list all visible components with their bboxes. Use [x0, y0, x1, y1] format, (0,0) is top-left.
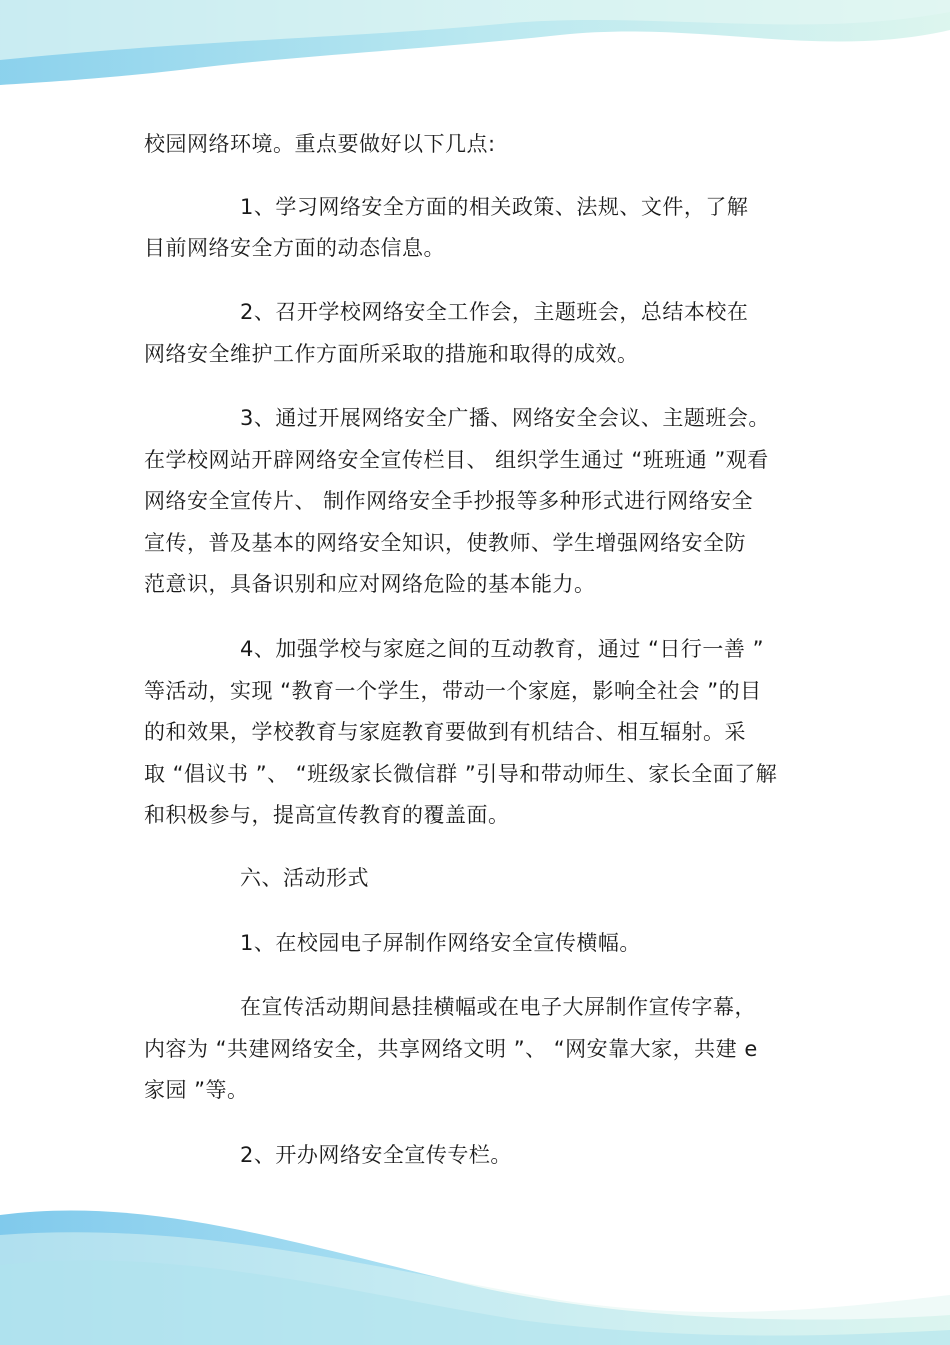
top-wave-decoration	[0, 0, 950, 110]
text-line: 4、加强学校与家庭之间的互动教育，通过 “日行一善 ”	[240, 637, 764, 661]
text-line: 2、召开学校网络安全工作会，主题班会，总结本校在	[240, 300, 749, 324]
text-line: 取 “倡议书 ”、 “班级家长微信群 ”引导和带动师生、家长全面了解	[144, 762, 778, 786]
text-line: 家园 ”等。	[144, 1078, 249, 1102]
text-line: 3、通过开展网络安全广播、网络安全会议、主题班会。	[240, 406, 770, 430]
text-line: 网络安全维护工作方面所采取的措施和取得的成效。	[144, 342, 639, 366]
text-line: 1、在校园电子屏制作网络安全宣传横幅。	[240, 931, 641, 955]
text-line: 2、开办网络安全宣传专栏。	[240, 1143, 512, 1167]
section-heading: 六、活动形式	[240, 866, 369, 890]
text-line: 的和效果，学校教育与家庭教育要做到有机结合、相互辐射。采	[144, 720, 746, 744]
text-line: 校园网络环境。重点要做好以下几点:	[144, 132, 496, 156]
text-line: 在宣传活动期间悬挂横幅或在电子大屏制作宣传字幕，	[240, 995, 756, 1019]
text-line: 内容为 “共建网络安全，共享网络文明 ”、 “网安靠大家，共建 e	[144, 1037, 758, 1061]
text-line: 范意识，具备识别和应对网络危险的基本能力。	[144, 572, 596, 596]
text-line: 等活动，实现 “教育一个学生，带动一个家庭，影响全社会 ”的目	[144, 679, 762, 703]
text-line: 1、学习网络安全方面的相关政策、法规、文件，了解	[240, 195, 749, 219]
text-line: 和积极参与，提高宣传教育的覆盖面。	[144, 803, 510, 827]
text-line: 网络安全宣传片、 制作网络安全手抄报等多种形式进行网络安全	[144, 489, 754, 513]
text-line: 在学校网站开辟网络安全宣传栏目、 组织学生通过 “班班通 ”观看	[144, 448, 769, 472]
text-line: 宣传，普及基本的网络安全知识，使教师、学生增强网络安全防	[144, 531, 746, 555]
bottom-wave-decoration	[0, 1175, 950, 1345]
text-line: 目前网络安全方面的动态信息。	[144, 236, 445, 260]
